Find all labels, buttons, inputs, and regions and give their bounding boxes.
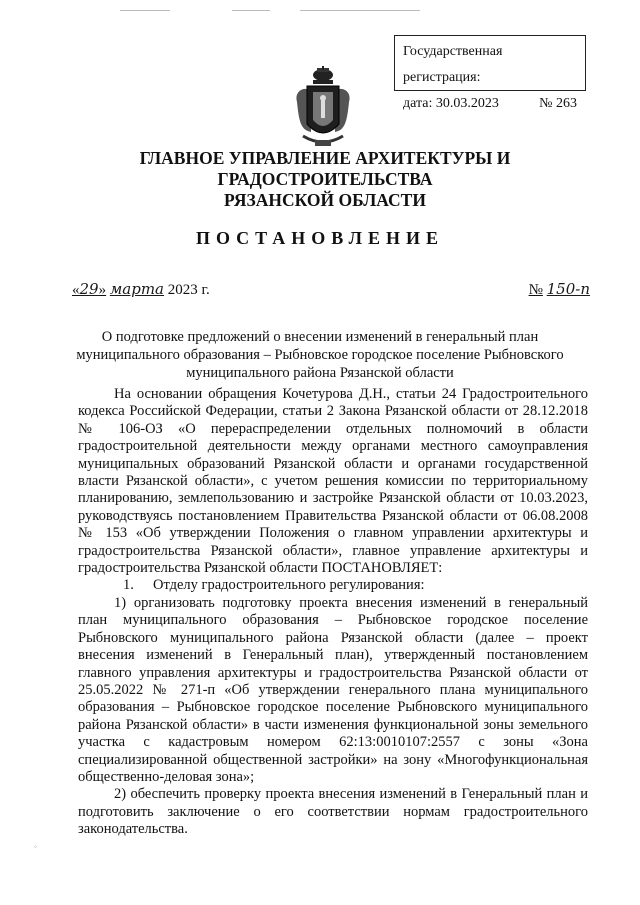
agency-name <box>40 148 610 211</box>
date-month: марта <box>109 280 164 298</box>
number-prefix: № <box>528 282 543 298</box>
subject-line: О подготовке предложений о внесении изменений в генеральный план <box>101 329 539 345</box>
date-close-quote: » <box>98 282 107 298</box>
document-type-title: ПОСТАНОВЛЕНИЕ <box>195 228 445 248</box>
item-1-number: 1. <box>123 577 134 594</box>
scan-artifact-line <box>232 10 270 11</box>
document-subject <box>60 328 580 382</box>
date-year: 2023 г. <box>167 282 210 298</box>
document-body <box>78 386 588 839</box>
scan-artifact-line <box>120 10 170 11</box>
item-1-text: Отделу градостроительного регулирования: <box>153 577 425 594</box>
scan-artifact-line <box>300 10 420 11</box>
state-registration-box <box>394 35 586 111</box>
agency-name-line1: ГЛАВНОЕ УПРАВЛЕНИЕ АРХИТЕКТУРЫ И ГРАДОСТРОИТЕЛЬСТВА <box>139 148 511 189</box>
subject-line: муниципального образования – Рыбновское городское поселение Рыбновского <box>76 347 564 363</box>
subject-line: муниципального района Рязанской области <box>186 365 454 381</box>
preamble-paragraph: На основании обращения Кочетурова Д.Н., статьи 24 Градостроительного кодекса Российской Федерации, статьи 2 Закона Рязанской области от 28.12.2018 № 106-ОЗ «О перераспределении отдельных полномочий в области градостроительной деятельности между органами местного самоуправления муниципальных образований Рязанской области и органами государственной власти Рязанской области», с учетом решения комиссии по территориальному планированию, землепользованию и застройке Рязанской области от 10.03.2023, руководствуясь постановлением Правительства Рязанской области от 06.08.2008 № 153 «Об утверждении Положения о главном управлении архитектуры и градостроительства Рязанской области», главное управление архитектуры и градостроительства Рязанской области ПОСТАНОВЛЯЕТ: <box>78 386 588 577</box>
document-date <box>72 280 210 299</box>
registration-label: Государственная регистрация: <box>403 44 503 85</box>
agency-name-line2: РЯЗАНСКОЙ ОБЛАСТИ <box>224 190 426 210</box>
date-open-quote: « <box>72 282 80 298</box>
coat-of-arms-icon <box>291 66 355 150</box>
item-1 <box>78 577 588 594</box>
registration-date: дата: 30.03.2023 <box>403 96 499 111</box>
number-value: 150-п <box>546 280 590 298</box>
subitem-2-paragraph: 2) обеспечить проверку проекта внесения изменений в Генеральный план и подготовить заключение о его соответствии нормам градостроительного законодательства. <box>78 786 588 838</box>
subitem-1-paragraph: 1) организовать подготовку проекта внесения изменений в генеральный план муниципального образования – Рыбновское городское поселение Рыбновского муниципального района Рязанской области (далее – проект внесения изменений в Генеральный план), утвержденный постановлением главного управления архитектуры и градостроительства Рязанской области от 25.05.2022 № 271-п «Об утверждении генерального плана муниципального образования – Рыбновское городское поселение Рыбновского муниципального района Рязанской области» в части изменения функциональной зоны земельного участка с кадастровым номером 62:13:0010107:2557 с зоны «Зона специализированной общественной застройки» на зону «Многофункциональная общественно-деловая зона»; <box>78 594 588 785</box>
date-day: 29 <box>79 280 99 298</box>
document-number <box>529 280 590 299</box>
registration-number: № 263 <box>539 96 577 111</box>
scan-mark: ◦ <box>34 842 37 851</box>
